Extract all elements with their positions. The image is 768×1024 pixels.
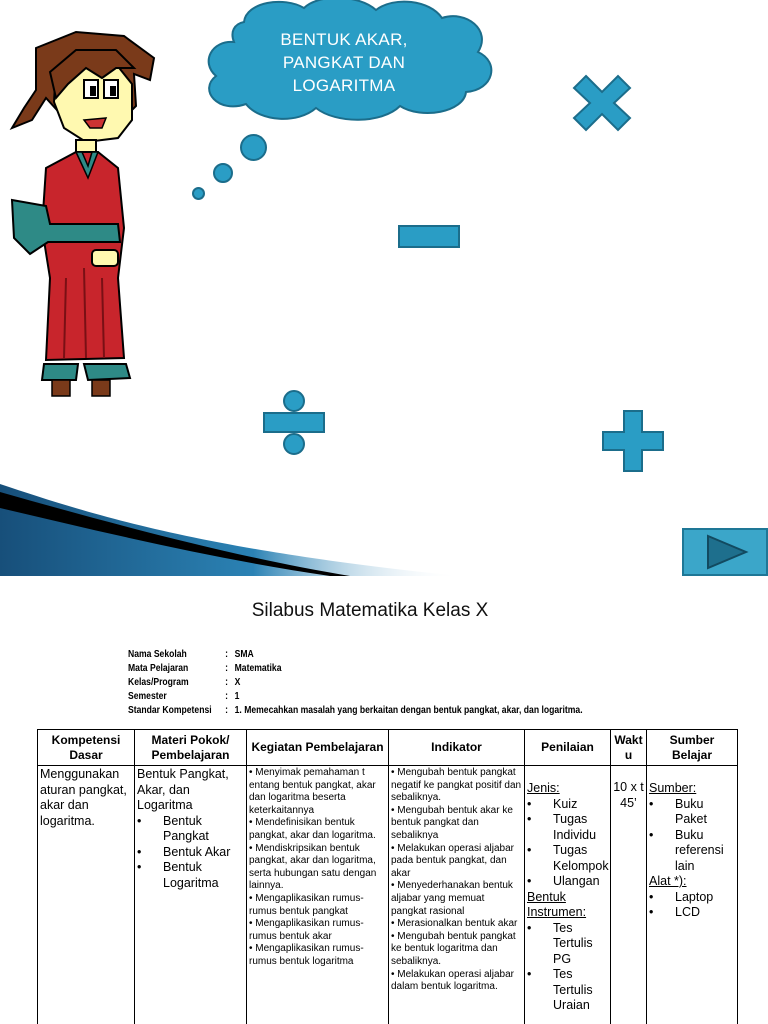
- alat-label: Alat *):: [649, 874, 687, 888]
- list-item: • Mendiskripsikan bentuk pangkat, akar dan logaritma, serta hubungan satu dengan lainnya.: [249, 842, 377, 892]
- list-item: • Mengaplikasikan rumus-rumus bentuk logaritma: [249, 943, 364, 967]
- cell-kegiatan: [247, 766, 389, 1024]
- list-item: • Buku referensi lain: [649, 828, 735, 875]
- cell-sumber: [647, 766, 738, 1024]
- list-item: • Tes Tertulis Uraian: [527, 967, 608, 1014]
- meta-key: Standar Kompetensi: [128, 705, 212, 716]
- decorative-swoosh: [0, 484, 460, 576]
- thought-bubble-small: [192, 187, 205, 200]
- meta-row: [128, 690, 583, 704]
- list-item: • Mendefinisikan bentuk pangkat, akar dan logaritma.: [249, 817, 376, 841]
- column-header: Indikator: [389, 730, 525, 766]
- meta-sep: :: [225, 677, 229, 688]
- meta-key: Kelas/Program: [128, 677, 189, 688]
- meta-row: [128, 676, 583, 690]
- alat-list: [649, 890, 735, 921]
- meta-key: Semester: [128, 691, 167, 702]
- list-item: • Kuiz: [527, 797, 608, 813]
- list-item: • Tugas Individu: [527, 812, 608, 843]
- meta-value: 1: [234, 691, 240, 702]
- list-item: • Laptop: [649, 890, 735, 906]
- cell-kompetensi: Menggunakan aturan pangkat, akar dan logaritma.: [38, 766, 135, 1024]
- play-arrow-icon: [684, 530, 766, 574]
- divide-icon: [263, 390, 325, 456]
- penilaian-bentuk-list: [527, 921, 608, 1014]
- list-item: • Merasionalkan bentuk akar: [391, 918, 518, 930]
- list-item: • Ulangan: [527, 874, 608, 890]
- meta-value: 1. Memecahkan masalah yang berkaitan dengan bentuk pangkat, akar, dan logaritma.: [234, 705, 583, 716]
- materi-list: [137, 814, 244, 892]
- meta-value: X: [234, 677, 241, 688]
- meta-row: [128, 704, 583, 718]
- meta-sep: :: [225, 691, 229, 702]
- next-slide-button[interactable]: [682, 528, 768, 576]
- minus-icon: [398, 225, 460, 249]
- meta-row: [128, 662, 583, 676]
- thought-bubble-large: [240, 134, 267, 161]
- page-title: Silabus Matematika Kelas X: [251, 600, 489, 621]
- materi-title: Bentuk Pangkat, Akar, dan Logaritma: [137, 767, 229, 812]
- penilaian-jenis-list: [527, 797, 608, 890]
- girl-character-illustration: [6, 28, 164, 408]
- list-item: • Melakukan operasi aljabar pada bentuk pangkat, dan akar: [391, 842, 515, 879]
- cell-materi: [135, 766, 247, 1024]
- sumber-list: [649, 797, 735, 875]
- column-header: Waktu: [611, 730, 647, 766]
- column-header: Kompetensi Dasar: [38, 730, 135, 766]
- table-row: [38, 766, 738, 1024]
- list-item: • Menyederhanakan bentuk aljabar yang memuat pangkat rasional: [391, 880, 513, 917]
- meta-key: Nama Sekolah: [128, 649, 187, 660]
- meta-sep: :: [225, 649, 229, 660]
- list-item: • Bentuk Logaritma: [137, 860, 244, 891]
- syllabus-meta: [128, 648, 583, 718]
- list-item: • Mengubah bentuk pangkat negatif ke pangkat positif dan sebaliknya.: [391, 767, 522, 804]
- column-header: Penilaian: [525, 730, 611, 766]
- meta-value: Matematika: [234, 663, 282, 674]
- list-item: • Mengubah bentuk akar ke bentuk pangkat dan sebaliknya: [391, 804, 513, 841]
- column-header: Materi Pokok/ Pembelajaran: [135, 730, 247, 766]
- syllabus-page: [0, 576, 768, 1024]
- list-item: • Tugas Kelompok: [527, 843, 608, 874]
- column-header: Sumber Belajar: [647, 730, 738, 766]
- list-item: • Bentuk Akar: [137, 845, 244, 861]
- meta-sep: :: [225, 663, 229, 674]
- thought-bubble-medium: [213, 163, 233, 183]
- list-item: • Buku Paket: [649, 797, 735, 828]
- slide-title: BENTUK AKAR, PANGKAT DAN LOGARITMA: [280, 30, 408, 95]
- syllabus-table: [37, 729, 738, 1024]
- list-item: • Mengubah bentuk pangkat ke bentuk logaritma dan sebaliknya.: [391, 930, 516, 967]
- list-item: • Mengaplikasikan rumus-rumus bentuk pangkat: [249, 892, 364, 917]
- sumber-label: Sumber:: [649, 781, 697, 795]
- list-item: • Melakukan operasi aljabar dalam bentuk logaritma.: [391, 968, 515, 993]
- cell-indikator: [389, 766, 525, 1024]
- list-item: • Mengaplikasikan rumus-rumus bentuk akar: [249, 918, 364, 942]
- meta-row: [128, 648, 583, 662]
- meta-sep: :: [225, 705, 229, 716]
- penilaian-bentuk-label: Bentuk Instrumen:: [527, 889, 587, 919]
- cell-penilaian: [525, 766, 611, 1024]
- multiply-icon: [572, 74, 632, 132]
- list-item: • Menyimak pemahaman t entang bentuk pangkat, akar dan logaritma beserta keterkaitannya: [249, 767, 376, 816]
- table-header-row: [38, 730, 738, 766]
- plus-icon: [602, 410, 664, 472]
- list-item: • Bentuk Pangkat: [137, 814, 244, 845]
- meta-value: SMA: [234, 649, 254, 660]
- penilaian-jenis-label: Jenis:: [527, 781, 560, 795]
- column-header: Kegiatan Pembelajaran: [247, 730, 389, 766]
- list-item: • LCD: [649, 905, 735, 921]
- cell-waktu: 10 x t 45’: [611, 766, 647, 1024]
- list-item: • Tes Tertulis PG: [527, 921, 608, 968]
- meta-key: Mata Pelajaran: [128, 663, 189, 674]
